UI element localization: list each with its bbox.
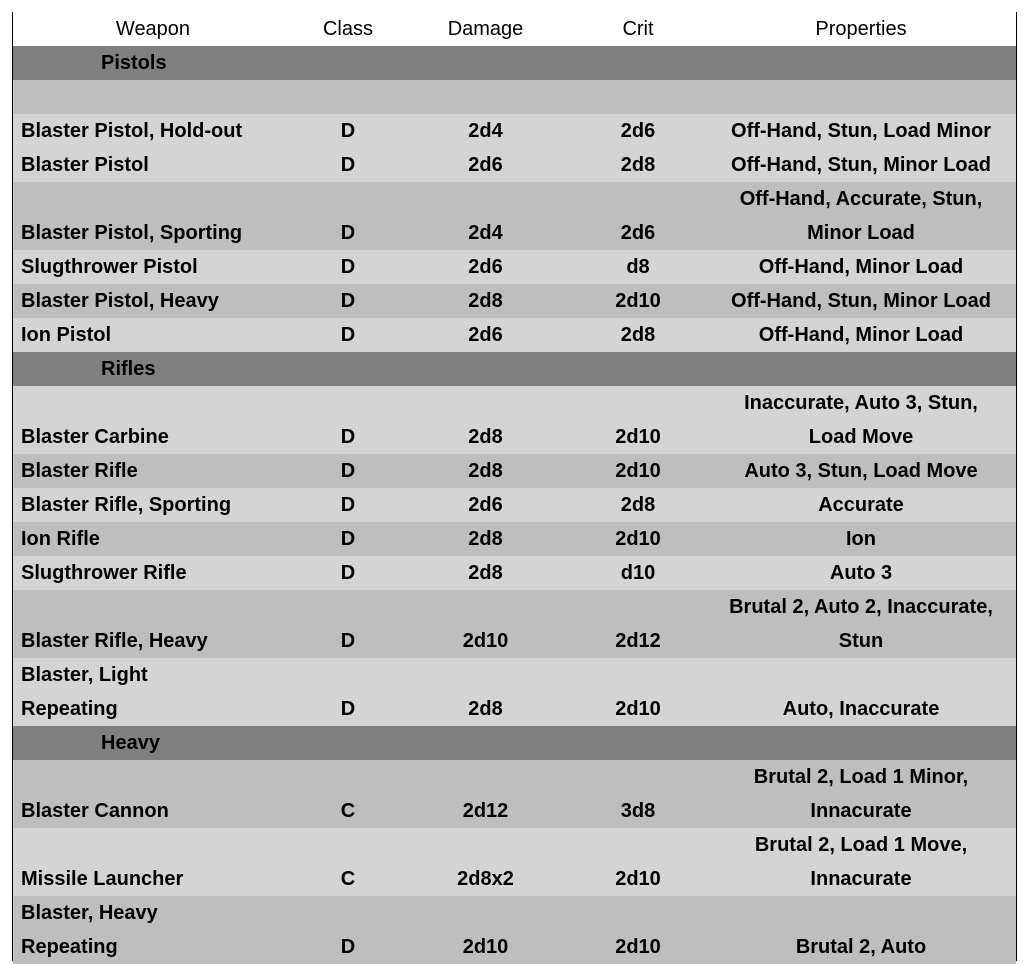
weapon-name: Blaster Pistol, Hold-out xyxy=(21,120,243,142)
weapon-name: Blaster Carbine xyxy=(21,426,169,448)
weapon-name-line-1: Blaster, Heavy xyxy=(21,902,158,924)
header-weapon: Weapon xyxy=(115,18,191,40)
weapon-class: D xyxy=(340,324,356,346)
properties-line-1: Off-Hand, Accurate, Stun, xyxy=(739,188,983,210)
weapon-properties: Ion xyxy=(846,528,876,550)
weapon-damage: 2d8 xyxy=(468,528,503,550)
properties-line-2: Stun xyxy=(838,630,884,652)
table-row xyxy=(13,454,1016,488)
weapon-properties xyxy=(708,828,1014,896)
table-row xyxy=(13,488,1016,522)
weapon-name: Blaster Pistol, Heavy xyxy=(21,290,219,312)
weapons-table xyxy=(12,12,1017,961)
weapon-name: Blaster Pistol, Sporting xyxy=(21,222,243,244)
weapon-damage: 2d8 xyxy=(468,698,503,720)
weapon-crit: 2d10 xyxy=(615,460,661,482)
weapon-crit: 2d6 xyxy=(620,222,656,244)
weapon-class: D xyxy=(340,290,356,312)
table-row xyxy=(13,828,1016,896)
weapon-damage: 2d10 xyxy=(462,630,509,652)
weapon-crit: 2d10 xyxy=(615,698,661,720)
properties-line-1: Brutal 2, Load 1 Move, xyxy=(754,834,968,856)
weapon-crit: 2d6 xyxy=(620,120,656,142)
weapon-properties: Off-Hand, Minor Load xyxy=(758,256,964,278)
weapon-name-line-2: Repeating xyxy=(21,936,118,958)
weapon-name-line-1: Blaster, Light xyxy=(21,664,148,686)
weapon-damage: 2d6 xyxy=(468,324,503,346)
weapon-properties: Off-Hand, Stun, Minor Load xyxy=(731,154,991,176)
weapon-properties: Off-Hand, Stun, Load Minor xyxy=(731,120,991,142)
weapon-properties: Off-Hand, Stun, Minor Load xyxy=(731,290,991,312)
weapon-damage: 2d10 xyxy=(462,936,509,958)
weapon-damage: 2d8 xyxy=(468,426,503,448)
weapon-crit: 2d12 xyxy=(615,630,661,652)
weapon-properties xyxy=(708,182,1014,250)
weapon-damage: 2d6 xyxy=(468,256,503,278)
weapon-properties xyxy=(708,590,1014,658)
properties-line-1: Brutal 2, Auto 2, Inaccurate, xyxy=(729,596,993,618)
weapon-crit: 3d8 xyxy=(620,800,656,822)
table-row xyxy=(13,148,1016,182)
properties-line-1: Inaccurate, Auto 3, Stun, xyxy=(744,392,978,414)
weapon-class: D xyxy=(340,154,356,176)
weapon-name xyxy=(13,658,293,726)
weapon-class: D xyxy=(340,698,356,720)
header-damage: Damage xyxy=(447,18,524,40)
table-row xyxy=(13,896,1016,964)
weapon-name: Slugthrower Pistol xyxy=(21,256,198,278)
weapon-properties: Auto 3, Stun, Load Move xyxy=(744,460,978,482)
weapon-class: C xyxy=(340,868,356,890)
table-row xyxy=(13,590,1016,658)
weapon-properties: Auto, Inaccurate xyxy=(782,698,940,720)
properties-line-2: Innacurate xyxy=(810,868,912,890)
weapon-damage: 2d8x2 xyxy=(457,868,514,890)
weapon-class: D xyxy=(340,528,356,550)
weapon-crit: d10 xyxy=(620,562,656,584)
weapon-crit: 2d10 xyxy=(615,290,661,312)
weapon-crit: 2d10 xyxy=(615,868,661,890)
weapon-name xyxy=(13,896,293,964)
weapon-damage: 2d12 xyxy=(462,800,509,822)
properties-line-2: Minor Load xyxy=(807,222,915,244)
properties-line-2: Innacurate xyxy=(810,800,912,822)
table-row xyxy=(13,658,1016,726)
weapon-crit: 2d8 xyxy=(620,494,656,516)
section-pistols xyxy=(13,46,1016,114)
weapon-class: C xyxy=(340,800,356,822)
weapon-name: Blaster Rifle, Heavy xyxy=(21,630,208,652)
section-label-pistols: Pistols xyxy=(101,52,167,74)
weapon-name: Ion Pistol xyxy=(21,324,111,346)
weapon-class: D xyxy=(340,426,356,448)
section-rifles xyxy=(13,352,1016,386)
weapon-damage: 2d8 xyxy=(468,290,503,312)
weapon-properties: Off-Hand, Minor Load xyxy=(758,324,964,346)
properties-line-1: Brutal 2, Load 1 Minor, xyxy=(753,766,969,788)
weapon-damage: 2d8 xyxy=(468,562,503,584)
weapon-name: Blaster Rifle, Sporting xyxy=(21,494,232,516)
weapon-damage: 2d6 xyxy=(468,494,503,516)
weapon-crit: d8 xyxy=(626,256,650,278)
section-heavy xyxy=(13,726,1016,760)
table-row xyxy=(13,114,1016,148)
table-row xyxy=(13,386,1016,454)
section-label-heavy: Heavy xyxy=(101,732,160,754)
weapon-properties: Brutal 2, Auto xyxy=(795,936,927,958)
weapon-class: D xyxy=(340,562,356,584)
table-row xyxy=(13,284,1016,318)
weapon-properties xyxy=(708,386,1014,454)
weapon-name: Ion Rifle xyxy=(21,528,100,550)
weapon-crit: 2d10 xyxy=(615,426,661,448)
properties-line-2: Load Move xyxy=(808,426,914,448)
table-row xyxy=(13,182,1016,250)
weapon-damage: 2d6 xyxy=(468,154,503,176)
section-label-rifles: Rifles xyxy=(101,358,156,380)
weapon-name: Missile Launcher xyxy=(21,868,184,890)
weapon-class: D xyxy=(340,120,356,142)
weapon-class: D xyxy=(340,256,356,278)
weapon-crit: 2d8 xyxy=(620,154,656,176)
table-row xyxy=(13,522,1016,556)
weapon-properties: Accurate xyxy=(818,494,904,516)
header-properties: Properties xyxy=(815,18,907,40)
weapon-damage: 2d8 xyxy=(468,460,503,482)
weapon-name-line-2: Repeating xyxy=(21,698,118,720)
table-row xyxy=(13,760,1016,828)
weapon-damage: 2d4 xyxy=(468,120,503,142)
weapon-properties: Auto 3 xyxy=(829,562,893,584)
weapon-class: D xyxy=(340,936,356,958)
weapon-class: D xyxy=(340,494,356,516)
weapon-name: Blaster Pistol xyxy=(21,154,149,176)
weapon-class: D xyxy=(340,630,356,652)
header-crit: Crit xyxy=(622,18,654,40)
weapon-crit: 2d8 xyxy=(620,324,656,346)
table-row xyxy=(13,250,1016,284)
weapon-crit: 2d10 xyxy=(615,936,661,958)
weapon-class: D xyxy=(340,222,356,244)
header-class: Class xyxy=(322,18,373,40)
table-header xyxy=(13,12,1016,46)
weapon-properties xyxy=(708,760,1014,828)
weapon-name: Blaster Rifle xyxy=(21,460,138,482)
weapon-damage: 2d4 xyxy=(468,222,503,244)
weapon-name: Blaster Cannon xyxy=(21,800,169,822)
weapon-class: D xyxy=(340,460,356,482)
weapon-name: Slugthrower Rifle xyxy=(21,562,187,584)
table-row xyxy=(13,556,1016,590)
weapon-crit: 2d10 xyxy=(615,528,661,550)
table-row xyxy=(13,318,1016,352)
